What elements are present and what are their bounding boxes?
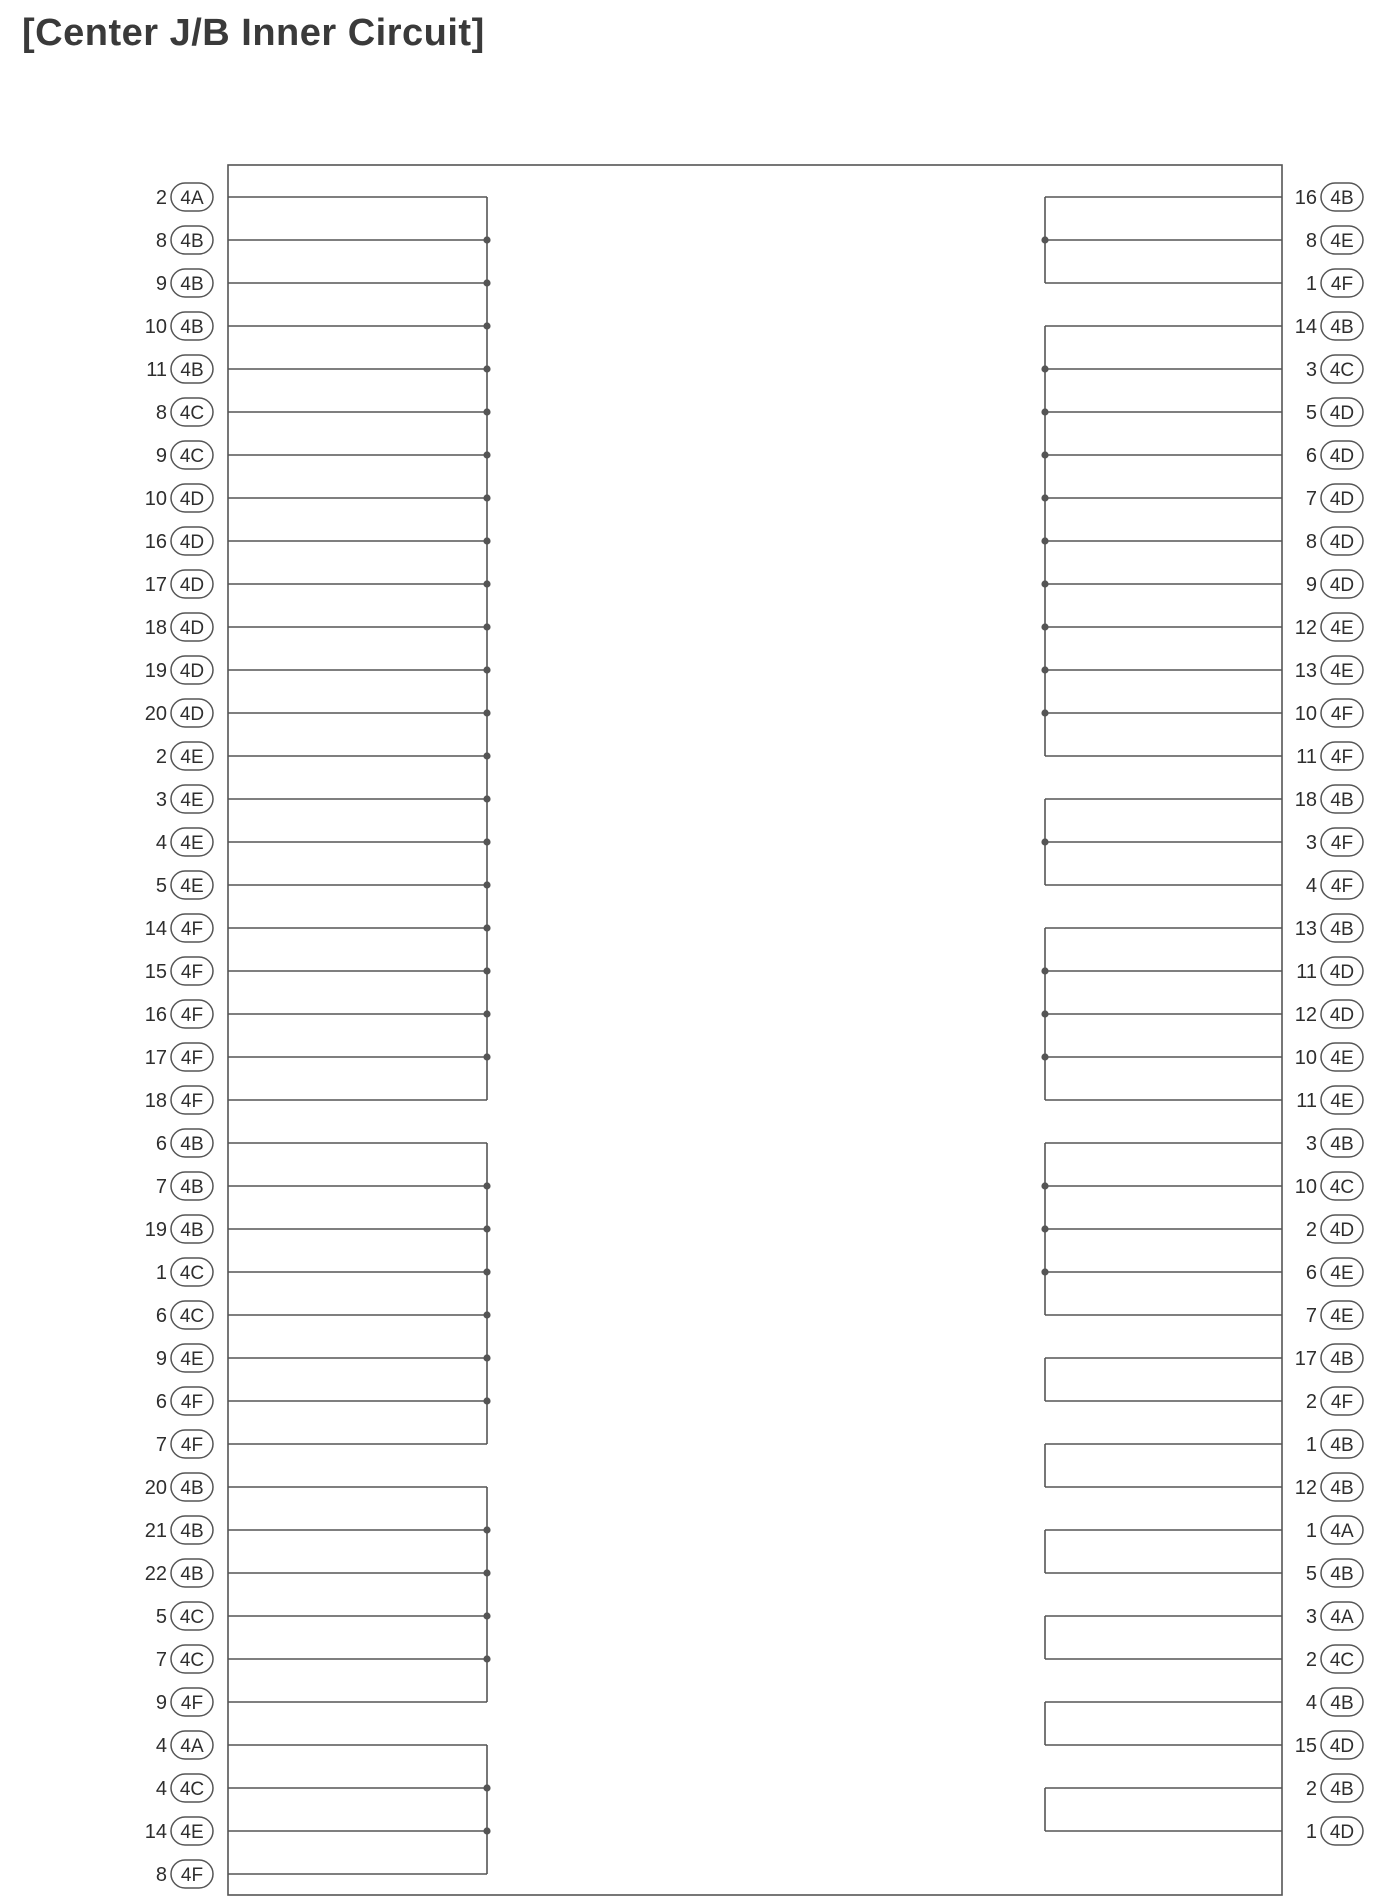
right-pin-number: 8 (1305, 531, 1317, 553)
left-connector-label: 4D (179, 618, 205, 639)
right-junction-dot (1041, 494, 1048, 501)
left-junction-dot (483, 1182, 490, 1189)
right-junction-dot (1041, 236, 1048, 243)
left-pin-number: 4 (155, 1735, 167, 1757)
left-connector-label: 4D (179, 661, 205, 682)
right-connector-label: 4B (1330, 317, 1354, 338)
left-connector-label: 4C (179, 1779, 205, 1800)
left-pin-number: 19 (144, 660, 167, 682)
right-pin-number: 15 (1294, 1735, 1317, 1757)
right-junction-dot (1041, 967, 1048, 974)
left-connector-label: 4D (179, 532, 205, 553)
left-junction-dot (483, 1311, 490, 1318)
right-pin-number: 2 (1305, 1649, 1317, 1671)
left-pin-number: 14 (144, 1821, 167, 1843)
left-connector-label: 4E (180, 833, 204, 854)
left-connector-label: 4F (180, 1048, 204, 1069)
left-pin-number: 10 (144, 316, 167, 338)
left-junction-dot (483, 537, 490, 544)
left-pin-number: 9 (155, 273, 167, 295)
right-connector-label: 4D (1329, 446, 1355, 467)
right-connector-label: 4E (1330, 1048, 1354, 1069)
right-junction-dot (1041, 1053, 1048, 1060)
right-connector-label: 4C (1329, 360, 1355, 381)
right-connector-label: 4B (1330, 1478, 1354, 1499)
left-pin-number: 17 (144, 574, 167, 596)
left-pin-number: 8 (155, 230, 167, 252)
right-junction-dot (1041, 580, 1048, 587)
left-junction-dot (483, 451, 490, 458)
right-connector-label: 4D (1329, 575, 1355, 596)
left-pin-number: 15 (144, 961, 167, 983)
right-pin-number: 17 (1294, 1348, 1317, 1370)
right-connector-label: 4B (1330, 919, 1354, 940)
right-connector-label: 4E (1330, 231, 1354, 252)
left-connector-label: 4C (179, 1306, 205, 1327)
left-connector-label: 4B (180, 317, 204, 338)
right-connector-label: 4E (1330, 618, 1354, 639)
right-pin-number: 7 (1305, 488, 1317, 510)
left-connector-label: 4B (180, 231, 204, 252)
right-pin-number: 18 (1294, 789, 1317, 811)
right-connector-label: 4E (1330, 661, 1354, 682)
left-junction-dot (483, 408, 490, 415)
right-pin-number: 1 (1305, 1520, 1317, 1542)
left-connector-label: 4F (180, 1005, 204, 1026)
left-pin-number: 22 (144, 1563, 167, 1585)
right-pin-number: 12 (1294, 617, 1317, 639)
left-pin-number: 21 (144, 1520, 167, 1542)
left-pin-number: 9 (155, 445, 167, 467)
right-connector-label: 4F (1330, 833, 1354, 854)
left-connector-label: 4B (180, 274, 204, 295)
right-connector-label: 4C (1329, 1177, 1355, 1198)
right-junction-dot (1041, 1268, 1048, 1275)
right-connector-label: 4E (1330, 1306, 1354, 1327)
left-junction-dot (483, 322, 490, 329)
left-pin-number: 7 (155, 1434, 167, 1456)
left-connector-label: 4F (180, 919, 204, 940)
right-pin-number: 5 (1305, 1563, 1317, 1585)
right-junction-dot (1041, 1182, 1048, 1189)
left-pin-number: 9 (155, 1348, 167, 1370)
left-junction-dot (483, 1655, 490, 1662)
left-junction-dot (483, 1526, 490, 1533)
left-junction-dot (483, 1268, 490, 1275)
left-pin-number: 6 (155, 1391, 167, 1413)
right-pin-number: 12 (1294, 1477, 1317, 1499)
right-pin-number: 7 (1305, 1305, 1317, 1327)
left-junction-dot (483, 1010, 490, 1017)
right-connector-label: 4D (1329, 1005, 1355, 1026)
right-junction-dot (1041, 1010, 1048, 1017)
right-pin-number: 12 (1294, 1004, 1317, 1026)
left-pin-number: 19 (144, 1219, 167, 1241)
right-junction-dot (1041, 408, 1048, 415)
right-connector-label: 4D (1329, 1220, 1355, 1241)
left-connector-label: 4C (179, 1650, 205, 1671)
right-connector-label: 4F (1330, 1392, 1354, 1413)
right-pin-number: 14 (1294, 316, 1317, 338)
left-junction-dot (483, 666, 490, 673)
right-pin-number: 11 (1296, 1090, 1317, 1112)
right-connector-label: 4B (1330, 188, 1354, 209)
right-connector-label: 4B (1330, 1134, 1354, 1155)
left-pin-number: 9 (155, 1692, 167, 1714)
right-pin-number: 2 (1305, 1219, 1317, 1241)
left-junction-dot (483, 494, 490, 501)
right-pin-number: 6 (1305, 445, 1317, 467)
right-connector-label: 4D (1329, 1736, 1355, 1757)
right-pin-number: 11 (1296, 961, 1317, 983)
right-pin-number: 10 (1294, 703, 1317, 725)
left-pin-number: 6 (155, 1133, 167, 1155)
left-junction-dot (483, 838, 490, 845)
left-junction-dot (483, 924, 490, 931)
right-pin-number: 2 (1305, 1391, 1317, 1413)
left-connector-label: 4A (180, 1736, 204, 1757)
right-connector-label: 4D (1329, 532, 1355, 553)
left-connector-label: 4D (179, 704, 205, 725)
left-connector-label: 4E (180, 1349, 204, 1370)
right-connector-label: 4C (1329, 1650, 1355, 1671)
right-connector-label: 4F (1330, 876, 1354, 897)
right-pin-number: 8 (1305, 230, 1317, 252)
left-junction-dot (483, 881, 490, 888)
right-junction-dot (1041, 451, 1048, 458)
left-connector-label: 4C (179, 403, 205, 424)
left-junction-dot (483, 967, 490, 974)
right-connector-label: 4E (1330, 1091, 1354, 1112)
right-connector-label: 4F (1330, 747, 1354, 768)
left-junction-dot (483, 279, 490, 286)
left-junction-dot (483, 365, 490, 372)
right-connector-label: 4B (1330, 790, 1354, 811)
left-pin-number: 4 (155, 832, 167, 854)
left-connector-label: 4F (180, 1693, 204, 1714)
left-pin-number: 18 (144, 617, 167, 639)
right-pin-number: 16 (1294, 187, 1317, 209)
left-connector-label: 4F (180, 1435, 204, 1456)
left-junction-dot (483, 1053, 490, 1060)
right-pin-number: 3 (1305, 1606, 1317, 1628)
left-connector-label: 4F (180, 1091, 204, 1112)
right-pin-number: 2 (1305, 1778, 1317, 1800)
right-pin-number: 10 (1294, 1047, 1317, 1069)
right-connector-label: 4B (1330, 1435, 1354, 1456)
right-pin-number: 1 (1305, 1821, 1317, 1843)
left-connector-label: 4F (180, 1865, 204, 1886)
left-junction-dot (483, 1827, 490, 1834)
left-connector-label: 4B (180, 1134, 204, 1155)
right-connector-label: 4F (1330, 704, 1354, 725)
right-junction-dot (1041, 666, 1048, 673)
left-pin-number: 18 (144, 1090, 167, 1112)
left-pin-number: 5 (155, 1606, 167, 1628)
left-pin-number: 3 (155, 789, 167, 811)
left-pin-number: 4 (155, 1778, 167, 1800)
left-pin-number: 17 (144, 1047, 167, 1069)
left-connector-label: 4F (180, 1392, 204, 1413)
right-pin-number: 6 (1305, 1262, 1317, 1284)
left-connector-label: 4B (180, 1564, 204, 1585)
right-junction-dot (1041, 365, 1048, 372)
left-junction-dot (483, 1225, 490, 1232)
right-pin-number: 11 (1296, 746, 1317, 768)
right-junction-dot (1041, 709, 1048, 716)
right-pin-number: 13 (1294, 660, 1317, 682)
right-pin-number: 13 (1294, 918, 1317, 940)
left-junction-dot (483, 709, 490, 716)
left-junction-dot (483, 236, 490, 243)
left-connector-label: 4B (180, 360, 204, 381)
left-pin-number: 8 (155, 402, 167, 424)
left-connector-label: 4C (179, 446, 205, 467)
left-pin-number: 7 (155, 1176, 167, 1198)
left-pin-number: 10 (144, 488, 167, 510)
left-connector-label: 4E (180, 790, 204, 811)
left-connector-label: 4D (179, 575, 205, 596)
left-junction-dot (483, 1354, 490, 1361)
left-connector-label: 4B (180, 1521, 204, 1542)
right-pin-number: 5 (1305, 402, 1317, 424)
right-pin-number: 3 (1305, 359, 1317, 381)
right-connector-label: 4B (1330, 1779, 1354, 1800)
left-connector-label: 4B (180, 1478, 204, 1499)
right-pin-number: 3 (1305, 832, 1317, 854)
left-junction-dot (483, 1784, 490, 1791)
right-pin-number: 1 (1305, 1434, 1317, 1456)
left-junction-dot (483, 1612, 490, 1619)
left-connector-label: 4E (180, 747, 204, 768)
page-title: [Center J/B Inner Circuit] (22, 12, 485, 54)
left-junction-dot (483, 580, 490, 587)
left-connector-label: 4C (179, 1263, 205, 1284)
left-pin-number: 7 (155, 1649, 167, 1671)
right-junction-dot (1041, 838, 1048, 845)
left-connector-label: 4A (180, 188, 204, 209)
left-pin-number: 8 (155, 1864, 167, 1886)
right-connector-label: 4A (1330, 1607, 1354, 1628)
right-junction-dot (1041, 623, 1048, 630)
left-pin-number: 14 (144, 918, 167, 940)
left-junction-dot (483, 1397, 490, 1404)
junction-block-outline (228, 165, 1282, 1895)
left-junction-dot (483, 752, 490, 759)
left-pin-number: 2 (155, 187, 167, 209)
left-connector-label: 4C (179, 1607, 205, 1628)
left-pin-number: 5 (155, 875, 167, 897)
left-pin-number: 16 (144, 531, 167, 553)
left-pin-number: 1 (155, 1262, 167, 1284)
right-connector-label: 4B (1330, 1693, 1354, 1714)
right-junction-dot (1041, 537, 1048, 544)
right-connector-label: 4D (1329, 489, 1355, 510)
right-junction-dot (1041, 1225, 1048, 1232)
right-connector-label: 4E (1330, 1263, 1354, 1284)
left-connector-label: 4E (180, 1822, 204, 1843)
left-junction-dot (483, 795, 490, 802)
right-connector-label: 4F (1330, 274, 1354, 295)
left-connector-label: 4D (179, 489, 205, 510)
left-pin-number: 20 (144, 703, 167, 725)
right-pin-number: 3 (1305, 1133, 1317, 1155)
left-pin-number: 16 (144, 1004, 167, 1026)
left-connector-label: 4B (180, 1177, 204, 1198)
right-pin-number: 4 (1305, 875, 1317, 897)
right-connector-label: 4D (1329, 962, 1355, 983)
left-pin-number: 20 (144, 1477, 167, 1499)
left-junction-dot (483, 623, 490, 630)
right-connector-label: 4B (1330, 1564, 1354, 1585)
right-connector-label: 4D (1329, 1822, 1355, 1843)
left-pin-number: 6 (155, 1305, 167, 1327)
right-pin-number: 4 (1305, 1692, 1317, 1714)
right-connector-label: 4A (1330, 1521, 1354, 1542)
right-connector-label: 4B (1330, 1349, 1354, 1370)
right-pin-number: 9 (1305, 574, 1317, 596)
left-connector-label: 4B (180, 1220, 204, 1241)
left-connector-label: 4F (180, 962, 204, 983)
right-connector-label: 4D (1329, 403, 1355, 424)
left-connector-label: 4E (180, 876, 204, 897)
left-junction-dot (483, 1569, 490, 1576)
right-pin-number: 1 (1305, 273, 1317, 295)
left-pin-number: 11 (146, 359, 167, 381)
left-pin-number: 2 (155, 746, 167, 768)
right-pin-number: 10 (1294, 1176, 1317, 1198)
